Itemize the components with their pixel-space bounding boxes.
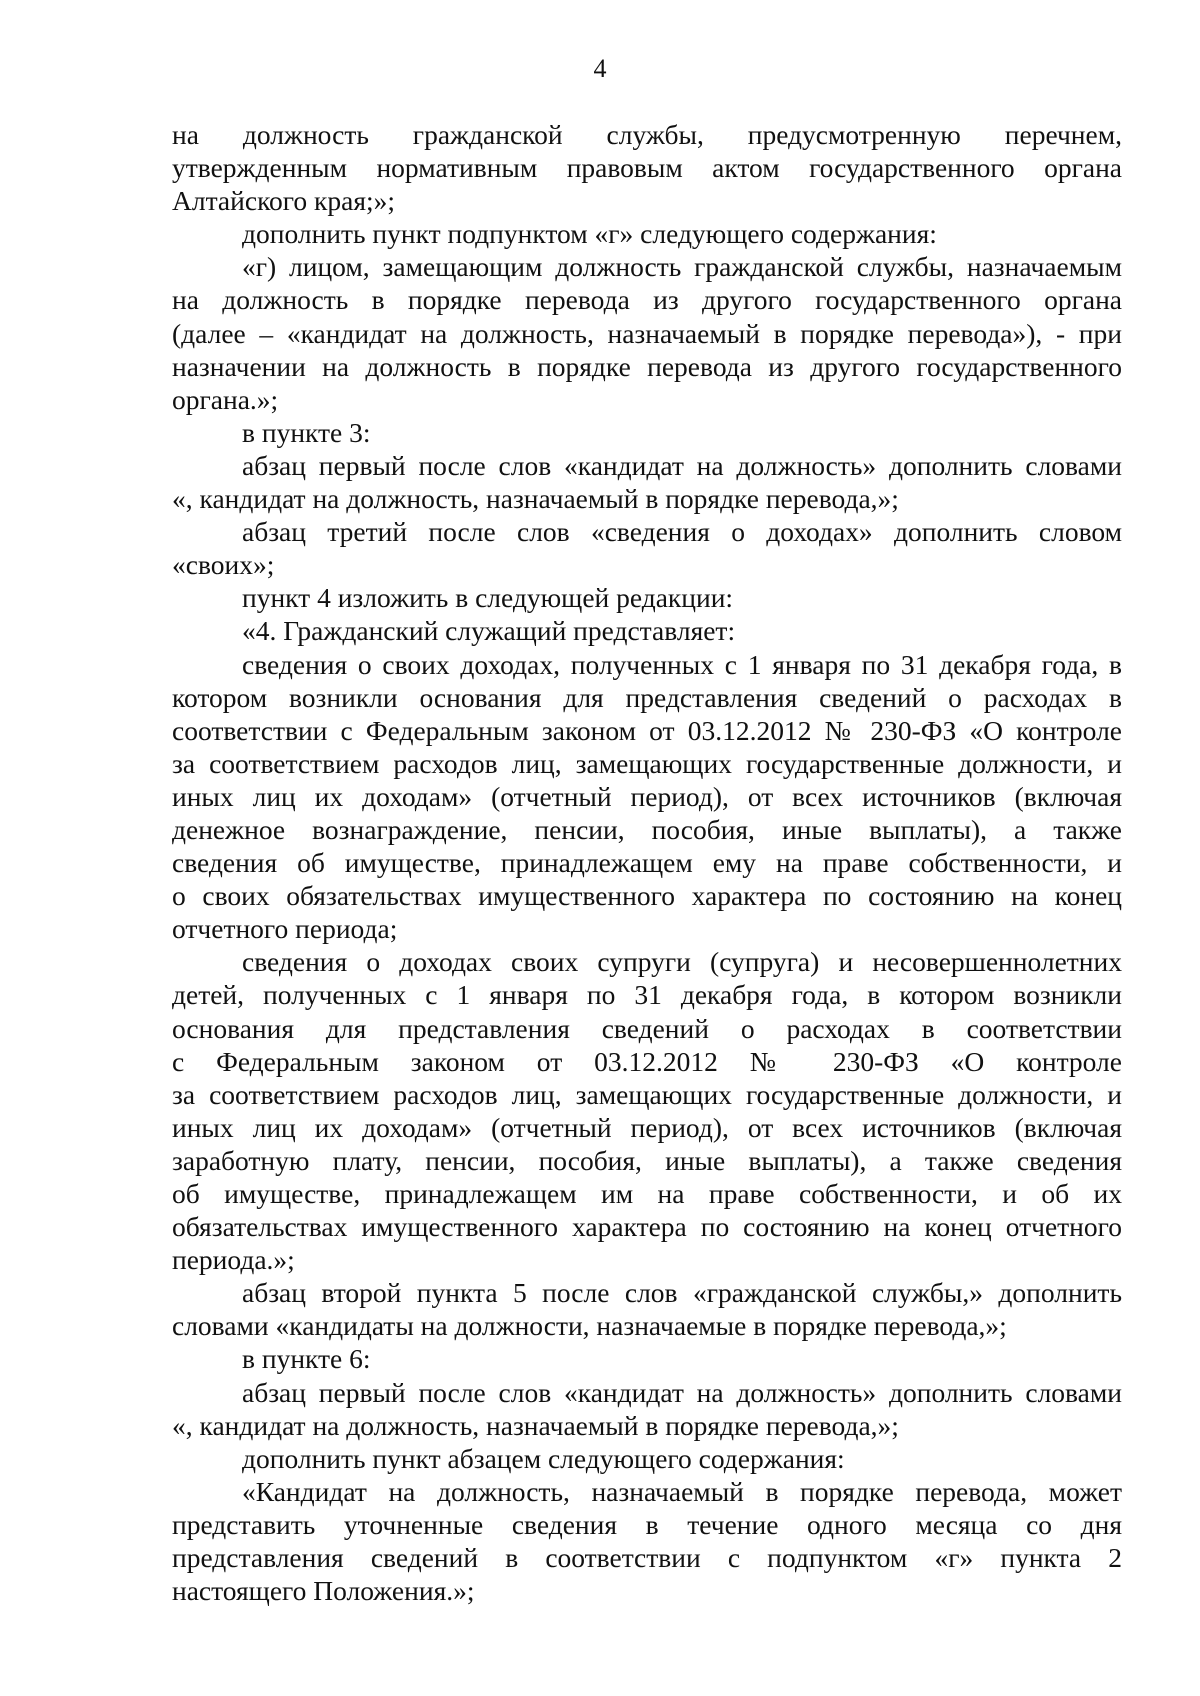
document-line: сведения о своих доходах, полученных с 1 января по 31 декабря года, в	[242, 648, 1122, 680]
document-line: «4. Гражданский служащий представляет:	[242, 615, 736, 647]
document-line: назначении на должность в порядке перевода из другого государственного	[172, 350, 1122, 382]
document-line: абзац третий после слов «сведения о доходах» дополнить словом	[242, 516, 1122, 548]
document-line: отчетного периода;	[172, 913, 398, 945]
document-line: денежное вознаграждение, пенсии, пособия, иные выплаты), а также	[172, 813, 1122, 845]
document-line: дополнить пункт подпунктом «г» следующего содержания:	[242, 218, 937, 250]
document-line: абзац первый после слов «кандидат на должность» дополнить словами	[242, 449, 1122, 481]
document-line: «, кандидат на должность, назначаемый в порядке перевода,»;	[172, 483, 899, 515]
document-line: «г) лицом, замещающим должность гражданской службы, назначаемым	[242, 251, 1122, 283]
page-number: 4	[593, 54, 607, 83]
document-line: органа.»;	[172, 383, 279, 415]
document-line: на должность в порядке перевода из другого государственного органа	[172, 284, 1122, 316]
document-line: утвержденным нормативным правовым актом государственного органа	[172, 152, 1122, 184]
document-line: сведения о доходах своих супруги (супруга) и несовершеннолетних	[242, 946, 1122, 978]
document-line: соответствии с Федеральным законом от 03.12.2012 № 230-ФЗ «О контроле	[172, 714, 1122, 746]
document-line: словами «кандидаты на должности, назначаемые в порядке перевода,»;	[172, 1310, 1007, 1342]
document-line: в пункте 3:	[242, 416, 371, 448]
document-line: «своих»;	[172, 549, 275, 581]
document-line: иных лиц их доходам» (отчетный период), от всех источников (включая	[172, 1111, 1122, 1143]
document-line: котором возникли основания для представления сведений о расходах в	[172, 681, 1122, 713]
document-line: периода.»;	[172, 1244, 295, 1276]
document-line: «, кандидат на должность, назначаемый в порядке перевода,»;	[172, 1409, 899, 1441]
document-line: заработную плату, пенсии, пособия, иные выплаты), а также сведения	[172, 1144, 1122, 1176]
document-line: об имуществе, принадлежащем им на праве собственности, и об их	[172, 1178, 1122, 1209]
document-line: абзац первый после слов «кандидат на должность» дополнить словами	[242, 1376, 1122, 1408]
document-line: Алтайского края;»;	[172, 185, 395, 217]
document-line: (далее – «кандидат на должность, назначаемый в порядке перевода»), - при	[172, 317, 1122, 349]
document-line: за соответствием расходов лиц, замещающих государственные должности, и	[172, 1078, 1122, 1110]
document-line: пункт 4 изложить в следующей редакции:	[242, 582, 734, 614]
document-line: представления сведений в соответствии с подпунктом «г» пункта 2	[172, 1542, 1122, 1574]
document-line: в пункте 6:	[242, 1343, 371, 1375]
document-line: иных лиц их доходам» (отчетный период), от всех источников (включая	[172, 780, 1122, 812]
document-line: «Кандидат на должность, назначаемый в порядке перевода, может	[242, 1475, 1122, 1507]
document-line: на должность гражданской службы, предусмотренную перечнем,	[172, 119, 1122, 150]
document-line: настоящего Положения.»;	[172, 1575, 475, 1607]
document-line: с Федеральным законом от 03.12.2012 № 230-ФЗ «О контроле	[172, 1045, 1122, 1077]
document-line: о своих обязательствах имущественного характера по состоянию на конец	[172, 880, 1122, 912]
document-line: основания для представления сведений о расходах в соответствии	[172, 1012, 1122, 1044]
document-line: сведения об имуществе, принадлежащем ему на праве собственности, и	[172, 847, 1122, 879]
document-line: абзац второй пункта 5 после слов «гражданской службы,» дополнить	[242, 1277, 1122, 1309]
document-line: за соответствием расходов лиц, замещающих государственные должности, и	[172, 747, 1122, 779]
document-line: обязательствах имущественного характера по состоянию на конец отчетного	[172, 1211, 1122, 1243]
document-line: дополнить пункт абзацем следующего содержания:	[242, 1442, 845, 1474]
document-line: представить уточненные сведения в течение одного месяца со дня	[172, 1508, 1122, 1540]
document-body	[172, 118, 1122, 1607]
document-line: детей, полученных с 1 января по 31 декабря года, в котором возникли	[172, 979, 1122, 1011]
